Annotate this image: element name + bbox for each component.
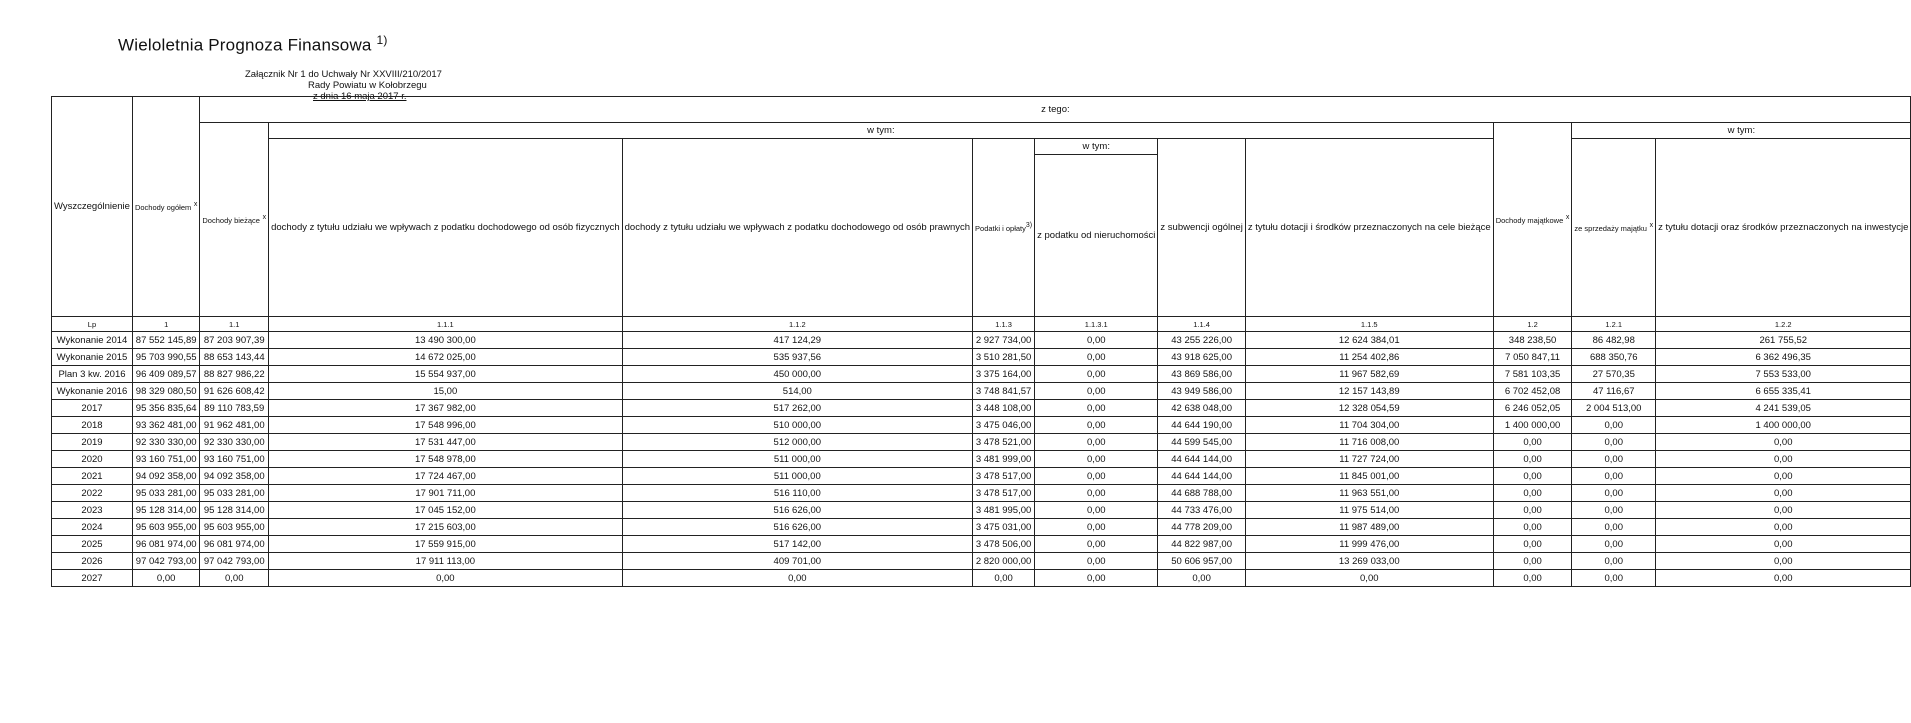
table-cell: 0,00 [1656,434,1911,451]
table-cell: 7 050 847,11 [1493,349,1572,366]
table-cell: 89 110 783,59 [200,400,269,417]
table-cell: 0,00 [1493,536,1572,553]
table-row [52,383,1911,400]
row-label: 2023 [52,502,133,519]
table-cell: 93 160 751,00 [132,451,199,468]
annex-line: Załącznik Nr 1 do Uchwały Nr XXVIII/210/2017 [245,69,442,80]
date-line: z dnia 16 maja 2017 r. [313,91,407,102]
header-subwencja: z subwencji ogólnej [1158,139,1245,317]
table-cell: 0,00 [1245,570,1493,587]
title-footnote-mark: 1) [376,33,388,47]
table-cell: 516 110,00 [622,485,972,502]
table-cell: 688 350,76 [1572,349,1656,366]
table-row [52,468,1911,485]
table-cell: 510 000,00 [622,417,972,434]
table-cell: 348 238,50 [1493,332,1572,349]
table-cell: 15,00 [269,383,623,400]
row-label: 2024 [52,519,133,536]
table-cell: 511 000,00 [622,468,972,485]
table-cell: 3 478 517,00 [973,485,1035,502]
table-cell: 0,00 [1656,553,1911,570]
table-cell: 88 827 986,22 [200,366,269,383]
table-cell: 3 478 506,00 [973,536,1035,553]
table-cell: 11 727 724,00 [1245,451,1493,468]
table-cell: 13 269 033,00 [1245,553,1493,570]
table-cell: 0,00 [132,570,199,587]
table-cell: 0,00 [1493,570,1572,587]
table-cell: 417 124,29 [622,332,972,349]
table-cell: 0,00 [1035,536,1158,553]
table-cell: 0,00 [200,570,269,587]
table-cell: 0,00 [1493,519,1572,536]
table-cell: 47 116,67 [1572,383,1656,400]
table-cell: 0,00 [1572,519,1656,536]
table-row [52,502,1911,519]
table-cell: 42 638 048,00 [1158,400,1245,417]
row-label: 2020 [52,451,133,468]
table-cell: 6 655 335,41 [1656,383,1911,400]
table-cell: 92 330 330,00 [200,434,269,451]
header-z-tego: z tego: [200,97,1911,123]
table-cell: 6 246 052,05 [1493,400,1572,417]
table-cell: 17 367 982,00 [269,400,623,417]
header-w-tym-biezace: w tym: [269,123,1494,139]
table-cell: 27 570,35 [1572,366,1656,383]
table-cell: 44 599 545,00 [1158,434,1245,451]
table-cell: 3 510 281,50 [973,349,1035,366]
row-label: 2018 [52,417,133,434]
table-cell: 0,00 [1572,434,1656,451]
table-cell: 44 644 190,00 [1158,417,1245,434]
table-cell: 0,00 [1493,485,1572,502]
table-cell: 6 362 496,35 [1656,349,1911,366]
table-cell: 44 822 987,00 [1158,536,1245,553]
table-cell: 43 918 625,00 [1158,349,1245,366]
table-cell: 516 626,00 [622,502,972,519]
table-cell: 0,00 [1656,468,1911,485]
table-cell: 0,00 [973,570,1035,587]
table-cell: 1 400 000,00 [1656,417,1911,434]
table-cell: 87 203 907,39 [200,332,269,349]
table-cell: 44 733 476,00 [1158,502,1245,519]
header-wyszczegolnienie: Wyszczególnienie [52,97,133,317]
lp-cell: Lp [52,317,133,332]
lp-cell: 1.1.3 [973,317,1035,332]
table-cell: 512 000,00 [622,434,972,451]
table-cell: 12 328 054,59 [1245,400,1493,417]
table-cell: 0,00 [1035,485,1158,502]
table-cell: 0,00 [1035,434,1158,451]
header-pit: dochody z tytułu udziału we wpływach z podatku dochodowego od osób fizycznych [269,139,623,317]
table-cell: 17 215 603,00 [269,519,623,536]
table-cell: 516 626,00 [622,519,972,536]
financial-forecast-table [51,96,1911,587]
table-cell: 95 356 835,64 [132,400,199,417]
table-cell: 44 644 144,00 [1158,451,1245,468]
table-cell: 93 362 481,00 [132,417,199,434]
table-cell: 0,00 [1035,383,1158,400]
table-cell: 96 409 089,57 [132,366,199,383]
table-cell: 0,00 [1035,366,1158,383]
table-cell: 0,00 [1656,485,1911,502]
table-row [52,451,1911,468]
header-dochody-biezace: Dochody bieżące $^x$ [200,123,269,317]
table-cell: 0,00 [1493,434,1572,451]
table-header [52,97,1911,317]
table-cell: 0,00 [1572,417,1656,434]
table-row [52,366,1911,383]
table-cell: 0,00 [1656,502,1911,519]
row-label: Wykonanie 2014 [52,332,133,349]
table-cell: 13 490 300,00 [269,332,623,349]
table-cell: 0,00 [1572,536,1656,553]
table-cell: 17 531 447,00 [269,434,623,451]
table-cell: 0,00 [1572,553,1656,570]
lp-cell: 1.1 [200,317,269,332]
table-cell: 17 548 978,00 [269,451,623,468]
lp-cell: 1.1.4 [1158,317,1245,332]
table-cell: 95 128 314,00 [200,502,269,519]
table-cell: 517 142,00 [622,536,972,553]
table-cell: 0,00 [1035,417,1158,434]
table-cell: 91 962 481,00 [200,417,269,434]
table-cell: 6 702 452,08 [1493,383,1572,400]
table-row [52,536,1911,553]
table-cell: 11 963 551,00 [1245,485,1493,502]
table-cell: 17 548 996,00 [269,417,623,434]
table-cell: 44 688 788,00 [1158,485,1245,502]
table-cell: 11 975 514,00 [1245,502,1493,519]
table-cell: 0,00 [1656,519,1911,536]
table-cell: 14 672 025,00 [269,349,623,366]
row-label: 2017 [52,400,133,417]
header-dotacje-biezace: z tytułu dotacji i środków przeznaczonych na cele bieżące [1245,139,1493,317]
table-cell: 86 482,98 [1572,332,1656,349]
table-row [52,332,1911,349]
table-cell: 11 254 402,86 [1245,349,1493,366]
table-cell: 43 869 586,00 [1158,366,1245,383]
table-cell: 261 755,52 [1656,332,1911,349]
table-cell: 0,00 [1035,468,1158,485]
table-cell: 0,00 [1035,332,1158,349]
header-dotacje-inwestycje: z tytułu dotacji oraz środków przeznaczonych na inwestycje [1656,139,1911,317]
lp-cell: 1.2.1 [1572,317,1656,332]
row-label: Plan 3 kw. 2016 [52,366,133,383]
table-cell: 17 559 915,00 [269,536,623,553]
table-cell: 2 004 513,00 [1572,400,1656,417]
table-cell: 2 820 000,00 [973,553,1035,570]
table-cell: 3 481 995,00 [973,502,1035,519]
document-title: Wieloletnia Prognoza Finansowa $^{1)}$ [118,33,388,55]
table-cell: 95 603 955,00 [132,519,199,536]
table-cell: 450 000,00 [622,366,972,383]
table-cell: 0,00 [1572,485,1656,502]
table-cell: 0,00 [622,570,972,587]
table-cell: 3 475 031,00 [973,519,1035,536]
table-cell: 95 033 281,00 [132,485,199,502]
header-cit: dochody z tytułu udziału we wpływach z podatku dochodowego od osób prawnych [622,139,972,317]
table-cell: 44 644 144,00 [1158,468,1245,485]
table-cell: 0,00 [269,570,623,587]
table-cell: 97 042 793,00 [132,553,199,570]
table-cell: 0,00 [1158,570,1245,587]
table-row [52,570,1911,587]
table-cell: 12 157 143,89 [1245,383,1493,400]
row-label: 2025 [52,536,133,553]
lp-cell: 1.1.2 [622,317,972,332]
table-row [52,434,1911,451]
table-cell: 95 128 314,00 [132,502,199,519]
table-cell: 535 937,56 [622,349,972,366]
table-cell: 2 927 734,00 [973,332,1035,349]
table-cell: 11 845 001,00 [1245,468,1493,485]
table-cell: 11 987 489,00 [1245,519,1493,536]
table-cell: 94 092 358,00 [132,468,199,485]
table-cell: 0,00 [1572,502,1656,519]
table-cell: 94 092 358,00 [200,468,269,485]
table-cell: 0,00 [1035,502,1158,519]
table-cell: 0,00 [1572,468,1656,485]
table-cell: 11 999 476,00 [1245,536,1493,553]
table-cell: 3 475 046,00 [973,417,1035,434]
table-cell: 97 042 793,00 [200,553,269,570]
row-label: 2026 [52,553,133,570]
row-label: 2019 [52,434,133,451]
table-cell: 88 653 143,44 [200,349,269,366]
table-cell: 96 081 974,00 [132,536,199,553]
table-cell: 50 606 957,00 [1158,553,1245,570]
table-cell: 95 703 990,55 [132,349,199,366]
table-row [52,400,1911,417]
table-cell: 43 949 586,00 [1158,383,1245,400]
header-dochody-majatkowe: Dochody majątkowe $^x$ [1493,123,1572,317]
table-cell: 91 626 608,42 [200,383,269,400]
table-cell: 0,00 [1572,570,1656,587]
header-podatki-oplaty: Podatki i opłaty$^{3)}$ [973,139,1035,317]
table-cell: 0,00 [1656,570,1911,587]
table-cell: 15 554 937,00 [269,366,623,383]
table-cell: 3 375 164,00 [973,366,1035,383]
header-w-tym-podatki: w tym: [1035,139,1158,155]
lp-cell: 1.2.2 [1656,317,1911,332]
table-cell: 7 581 103,35 [1493,366,1572,383]
column-numbering [52,317,1911,332]
table-row [52,417,1911,434]
table-cell: 87 552 145,89 [132,332,199,349]
table-cell: 0,00 [1493,451,1572,468]
council-line: Rady Powiatu w Kołobrzegu [308,80,427,91]
table-cell: 98 329 080,50 [132,383,199,400]
lp-row [52,317,1911,332]
table-cell: 0,00 [1035,570,1158,587]
table-cell: 511 000,00 [622,451,972,468]
lp-cell: 1.1.5 [1245,317,1493,332]
header-dochody-ogolem: Dochody ogółem $^x$ [132,97,199,317]
table-cell: 0,00 [1035,400,1158,417]
table-cell: 3 481 999,00 [973,451,1035,468]
header-w-tym-majatkowe: w tym: [1572,123,1911,139]
table-cell: 95 603 955,00 [200,519,269,536]
row-label: 2021 [52,468,133,485]
table-cell: 0,00 [1035,553,1158,570]
table-cell: 1 400 000,00 [1493,417,1572,434]
row-label: 2027 [52,570,133,587]
table-cell: 517 262,00 [622,400,972,417]
table-cell: 7 553 533,00 [1656,366,1911,383]
table-cell: 95 033 281,00 [200,485,269,502]
table-cell: 96 081 974,00 [200,536,269,553]
table-body [52,332,1911,587]
table-cell: 44 778 209,00 [1158,519,1245,536]
table-cell: 3 448 108,00 [973,400,1035,417]
table-cell: 11 716 008,00 [1245,434,1493,451]
table-cell: 17 045 152,00 [269,502,623,519]
table-cell: 0,00 [1035,519,1158,536]
table-row [52,519,1911,536]
table-row [52,349,1911,366]
table-cell: 3 478 521,00 [973,434,1035,451]
table-cell: 409 701,00 [622,553,972,570]
table-cell: 0,00 [1493,468,1572,485]
table-row [52,485,1911,502]
table-cell: 4 241 539,05 [1656,400,1911,417]
lp-cell: 1.2 [1493,317,1572,332]
table-cell: 0,00 [1656,451,1911,468]
table-cell: 0,00 [1035,451,1158,468]
table-cell: 12 624 384,01 [1245,332,1493,349]
table-cell: 93 160 751,00 [200,451,269,468]
lp-cell: 1 [132,317,199,332]
table-cell: 3 748 841,57 [973,383,1035,400]
table-cell: 92 330 330,00 [132,434,199,451]
table-cell: 17 901 711,00 [269,485,623,502]
row-label: Wykonanie 2015 [52,349,133,366]
table-cell: 0,00 [1035,349,1158,366]
table-cell: 0,00 [1493,502,1572,519]
table-cell: 514,00 [622,383,972,400]
row-label: Wykonanie 2016 [52,383,133,400]
table-cell: 11 704 304,00 [1245,417,1493,434]
lp-cell: 1.1.3.1 [1035,317,1158,332]
header-sprzedaz-majatku: ze sprzedaży majątku $^x$ [1572,139,1656,317]
table-cell: 3 478 517,00 [973,468,1035,485]
table-cell: 11 967 582,69 [1245,366,1493,383]
header-podatek-nieruchomosci: z podatku od nieruchomości [1035,155,1158,317]
table-cell: 17 911 113,00 [269,553,623,570]
table-cell: 0,00 [1656,536,1911,553]
lp-cell: 1.1.1 [269,317,623,332]
table-cell: 0,00 [1572,451,1656,468]
table-row [52,553,1911,570]
table-cell: 43 255 226,00 [1158,332,1245,349]
table-cell: 0,00 [1493,553,1572,570]
table-cell: 17 724 467,00 [269,468,623,485]
row-label: 2022 [52,485,133,502]
